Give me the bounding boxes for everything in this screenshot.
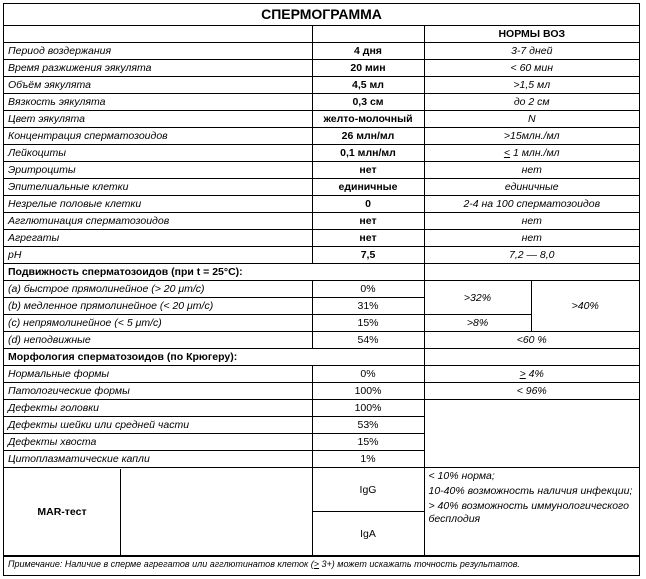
parameter-row <box>4 196 639 213</box>
parameter-value: 0,1 млн/мл <box>312 145 424 162</box>
parameter-value: 4,5 мл <box>312 77 424 94</box>
norms-header-row <box>4 26 639 43</box>
mar-norm-line: < 10% норма; <box>428 470 495 482</box>
mar-cell <box>4 468 312 556</box>
parameter-value: нет <box>312 230 424 247</box>
motility-a-value: 0% <box>312 281 424 298</box>
parameter-label: pH <box>4 247 312 264</box>
parameter-label: Лейкоциты <box>4 145 312 162</box>
defect-row <box>4 400 639 417</box>
norms-header: НОРМЫ ВОЗ <box>424 26 639 43</box>
parameter-norm: единичные <box>424 179 639 196</box>
motility-a-label: (a) быстрое прямолинейное (> 20 μm/c) <box>4 281 312 298</box>
parameter-norm: 2-4 на 100 сперматозоидов <box>424 196 639 213</box>
parameter-row <box>4 77 639 94</box>
iga-label: IgA <box>312 512 424 556</box>
normal-forms-norm-value: 4% <box>525 368 544 380</box>
blank-cell <box>424 264 639 281</box>
normal-forms-label: Нормальные формы <box>4 366 312 383</box>
parameter-norm: нет <box>424 213 639 230</box>
parameter-norm: < 60 мин <box>424 60 639 77</box>
parameter-label: Агрегаты <box>4 230 312 247</box>
norm-c: >8% <box>424 315 531 332</box>
lte-symbol: < <box>503 147 511 159</box>
header-blank-cell <box>312 26 424 43</box>
parameter-row <box>4 60 639 77</box>
defect-label: Дефекты головки <box>4 400 312 417</box>
gte-symbol: > <box>519 368 526 380</box>
parameter-value: 20 мин <box>312 60 424 77</box>
motility-row-a <box>4 281 639 298</box>
parameter-value: 7,5 <box>312 247 424 264</box>
defect-label: Дефекты хвоста <box>4 434 312 451</box>
parameter-row <box>4 247 639 264</box>
pathology-forms-norm: < 96% <box>424 383 639 400</box>
parameter-norm: нет <box>424 230 639 247</box>
parameter-label: Время разжижения эякулята <box>4 60 312 77</box>
pathology-forms-label: Патологические формы <box>4 383 312 400</box>
parameter-norm: >1,5 мл <box>424 77 639 94</box>
parameter-label: Период воздержания <box>4 43 312 60</box>
blank-cell <box>424 349 639 366</box>
mar-test-label: MAR-тест <box>4 469 121 555</box>
footnote-text: Примечание: Наличие в сперме агрегатов или агглютинатов клеток ( <box>8 559 314 569</box>
spermogram-sheet <box>3 3 640 576</box>
parameter-value: единичные <box>312 179 424 196</box>
parameter-label: Незрелые половые клетки <box>4 196 312 213</box>
document-title: СПЕРМОГРАММА <box>4 4 639 26</box>
norm-d: <60 % <box>424 332 639 349</box>
parameter-norm: 7,2 — 8,0 <box>424 247 639 264</box>
parameter-row <box>4 111 639 128</box>
pathology-forms-value: 100% <box>312 383 424 400</box>
parameter-label: Эритроциты <box>4 162 312 179</box>
motility-d-label: (d) неподвижные <box>4 332 312 349</box>
defect-label: Дефекты шейки или средней части <box>4 417 312 434</box>
blank-cell <box>424 400 639 468</box>
parameter-row <box>4 230 639 247</box>
parameter-row <box>4 213 639 230</box>
morphology-header: Морфология сперматозоидов (по Крюгеру): <box>4 349 424 366</box>
parameter-label: Объём эякулята <box>4 77 312 94</box>
parameter-norm-value: 1 млн./мл <box>510 147 560 159</box>
parameter-value: 26 млн/мл <box>312 128 424 145</box>
results-table <box>4 26 639 556</box>
parameter-row <box>4 128 639 145</box>
parameter-value: 0,3 см <box>312 94 424 111</box>
defect-value: 53% <box>312 417 424 434</box>
mar-row-igg <box>4 468 639 512</box>
parameter-value: нет <box>312 213 424 230</box>
mar-norm-line: > 40% возможность иммунологического бесплодия <box>428 500 629 525</box>
header-blank-cell <box>4 26 312 43</box>
footnote <box>4 556 639 571</box>
motility-c-label: (c) непрямолинейное (< 5 μm/c) <box>4 315 312 332</box>
parameter-value: нет <box>312 162 424 179</box>
parameter-value: 4 дня <box>312 43 424 60</box>
defect-value: 100% <box>312 400 424 417</box>
parameter-norm: до 2 см <box>424 94 639 111</box>
morphology-pathology-row <box>4 383 639 400</box>
parameter-label: Агглютинация сперматозоидов <box>4 213 312 230</box>
parameter-norm: 3-7 дней <box>424 43 639 60</box>
parameter-row <box>4 94 639 111</box>
defect-label: Цитоплазматические капли <box>4 451 312 468</box>
parameter-norm <box>424 145 639 162</box>
parameter-row <box>4 43 639 60</box>
motility-c-value: 15% <box>312 315 424 332</box>
norm-abc: >40% <box>531 281 639 332</box>
parameter-label: Вязкость эякулята <box>4 94 312 111</box>
parameter-row <box>4 162 639 179</box>
normal-forms-norm <box>424 366 639 383</box>
parameter-label: Эпителиальные клетки <box>4 179 312 196</box>
norm-ab: >32% <box>424 281 531 315</box>
parameter-row <box>4 145 639 162</box>
defect-value: 1% <box>312 451 424 468</box>
motility-header: Подвижность сперматозоидов (при t = 25°C): <box>4 264 424 281</box>
motility-header-row <box>4 264 639 281</box>
gte-symbol: > <box>313 559 320 569</box>
parameter-norm: >15млн./мл <box>424 128 639 145</box>
morphology-header-row <box>4 349 639 366</box>
igg-label: IgG <box>312 468 424 512</box>
parameter-norm: нет <box>424 162 639 179</box>
normal-forms-value: 0% <box>312 366 424 383</box>
mar-norm-line: 10-40% возможность наличия инфекции; <box>428 485 633 497</box>
parameter-label: Цвет эякулята <box>4 111 312 128</box>
defect-value: 15% <box>312 434 424 451</box>
parameter-norm: N <box>424 111 639 128</box>
motility-b-label: (b) медленное прямолинейное (< 20 μm/c) <box>4 298 312 315</box>
motility-row-d <box>4 332 639 349</box>
footnote-text: 3+) может искажать точность результатов. <box>319 559 520 569</box>
parameter-value: 0 <box>312 196 424 213</box>
motility-b-value: 31% <box>312 298 424 315</box>
parameter-label: Концентрация сперматозоидов <box>4 128 312 145</box>
motility-d-value: 54% <box>312 332 424 349</box>
parameter-row <box>4 179 639 196</box>
morphology-normal-row <box>4 366 639 383</box>
parameter-value: желто-молочный <box>312 111 424 128</box>
mar-norms <box>424 468 639 556</box>
